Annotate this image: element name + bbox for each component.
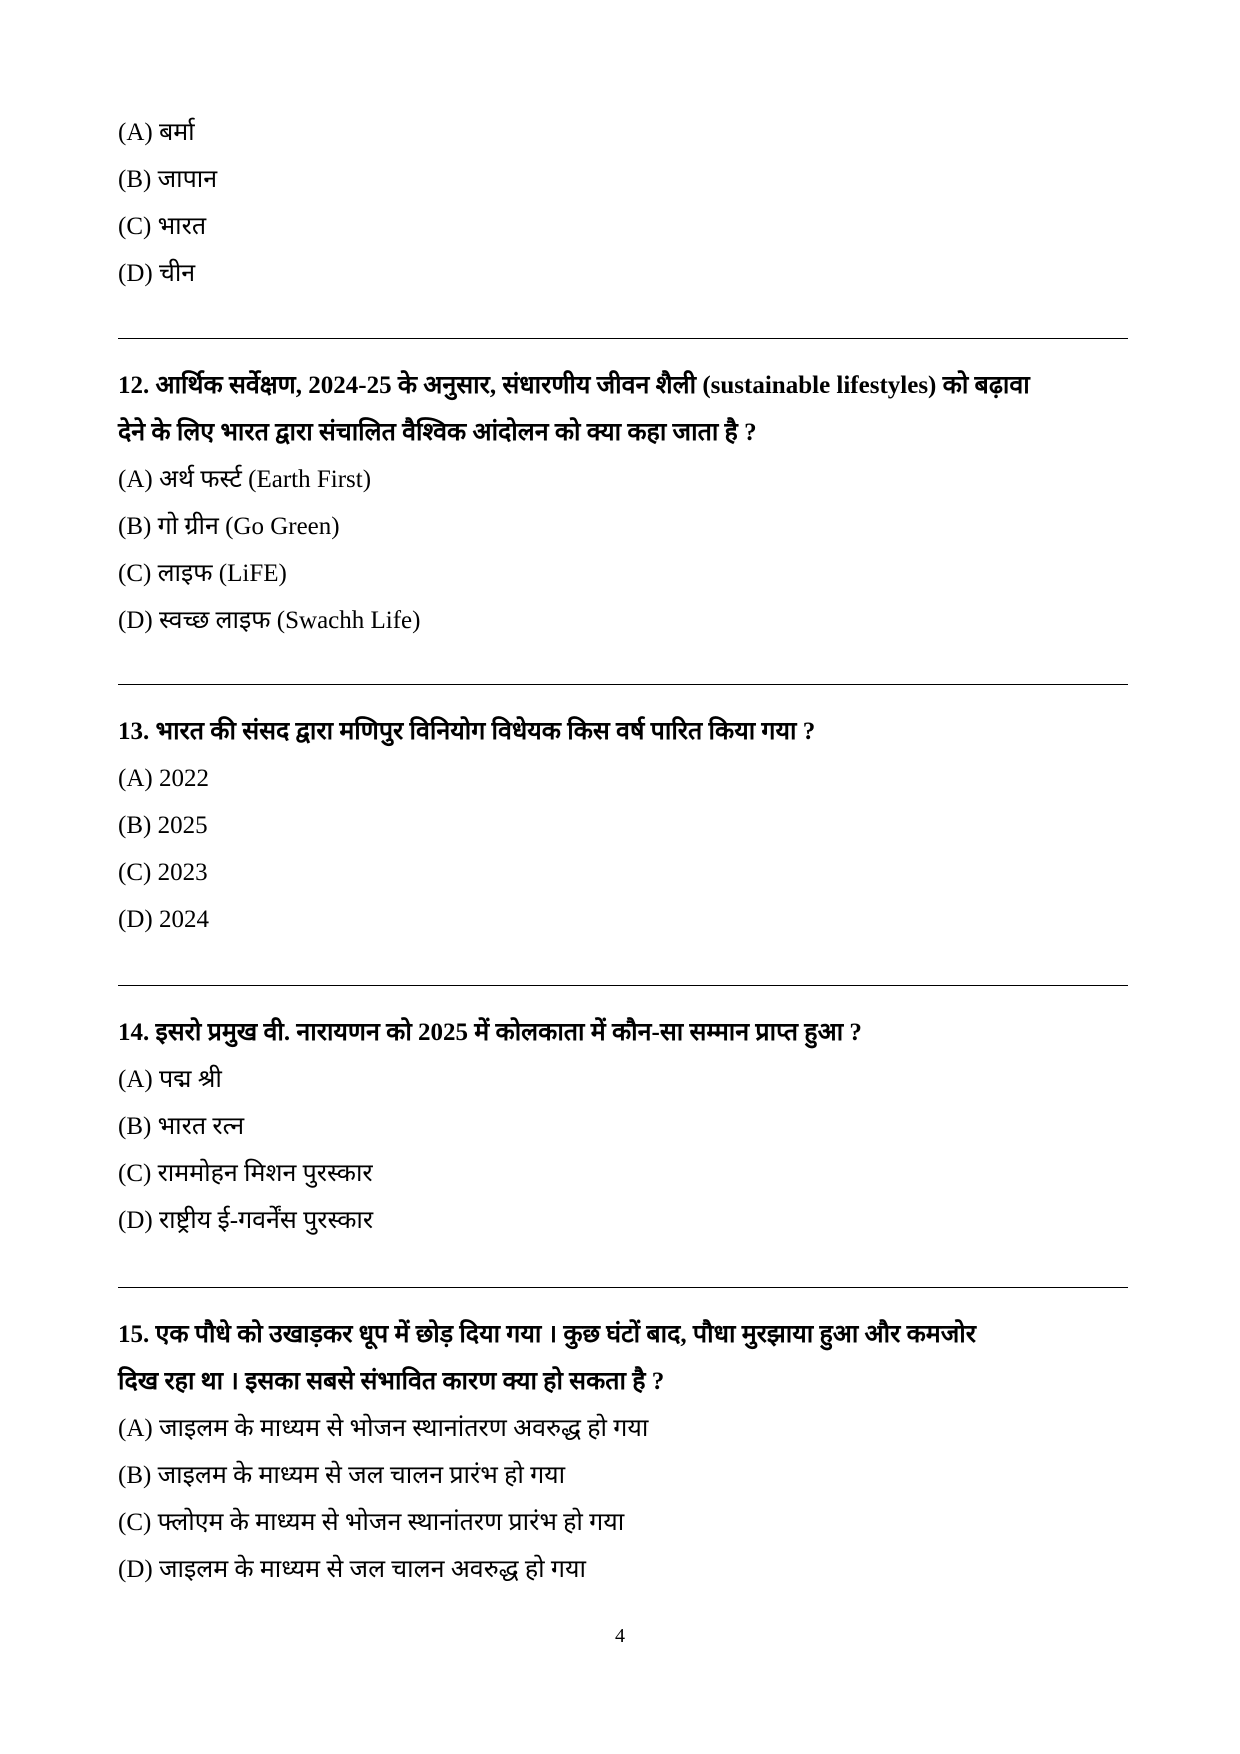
question-line-1: इसरो प्रमुख वी. नारायणन को 2025 में कोलकाता में कौन-सा सम्मान प्राप्त हुआ ?	[155, 1019, 862, 1046]
question-text	[118, 362, 1128, 409]
divider	[118, 684, 1128, 685]
option-b: (B) जाइलम के माध्यम से जल चालन प्रारंभ हो गया	[118, 1462, 566, 1489]
option-a: (A) पद्म श्री	[118, 1066, 222, 1093]
question-number: 13.	[118, 718, 150, 745]
page-number: 4	[615, 1625, 625, 1647]
option-a: (A) बर्मा	[118, 119, 195, 146]
continued-options	[118, 109, 1128, 297]
option-d: (D) जाइलम के माध्यम से जल चालन अवरुद्ध हो गया	[118, 1556, 586, 1583]
option-c: (C) 2023	[118, 859, 208, 886]
option-c: (C) लाइफ (LiFE)	[118, 560, 287, 587]
question-12	[118, 362, 1128, 644]
question-13	[118, 708, 1128, 943]
question-14	[118, 1009, 1128, 1244]
question-text	[118, 1311, 1128, 1358]
divider	[118, 338, 1128, 339]
option-d: (D) चीन	[118, 260, 196, 287]
option-d: (D) स्वच्छ लाइफ (Swachh Life)	[118, 607, 421, 634]
question-number: 12.	[118, 372, 150, 399]
option-c: (C) राममोहन मिशन पुरस्कार	[118, 1160, 373, 1187]
option-c: (C) फ्लोएम के माध्यम से भोजन स्थानांतरण प्रारंभ हो गया	[118, 1509, 625, 1536]
question-number: 14.	[118, 1019, 150, 1046]
question-15	[118, 1311, 1128, 1593]
question-line-1: आर्थिक सर्वेक्षण, 2024-25 के अनुसार, संधारणीय जीवन शैली (sustainable lifestyles) को बढ़ावा	[155, 372, 1030, 399]
option-b: (B) गो ग्रीन (Go Green)	[118, 513, 340, 540]
question-line-2: देने के लिए भारत द्वारा संचालित वैश्विक आंदोलन को क्या कहा जाता है ?	[118, 419, 757, 446]
option-b: (B) भारत रत्न	[118, 1113, 245, 1140]
divider	[118, 985, 1128, 986]
option-b: (B) जापान	[118, 166, 218, 193]
question-text	[118, 708, 1128, 755]
option-a: (A) 2022	[118, 765, 209, 792]
option-a: (A) अर्थ फर्स्ट (Earth First)	[118, 466, 372, 493]
question-number: 15.	[118, 1321, 150, 1348]
option-c: (C) भारत	[118, 213, 207, 240]
question-line-2: दिख रहा था । इसका सबसे संभावित कारण क्या हो सकता है ?	[118, 1368, 665, 1395]
option-b: (B) 2025	[118, 812, 208, 839]
question-text	[118, 1009, 1128, 1056]
divider	[118, 1287, 1128, 1288]
option-a: (A) जाइलम के माध्यम से भोजन स्थानांतरण अवरुद्ध हो गया	[118, 1415, 649, 1442]
option-d: (D) 2024	[118, 906, 209, 933]
question-line-1: एक पौधे को उखाड़कर धूप में छोड़ दिया गया । कुछ घंटों बाद, पौधा मुरझाया हुआ और कमजोर	[155, 1321, 977, 1348]
question-line-1: भारत की संसद द्वारा मणिपुर विनियोग विधेयक किस वर्ष पारित किया गया ?	[155, 718, 816, 745]
option-d: (D) राष्ट्रीय ई-गवर्नेंस पुरस्कार	[118, 1207, 374, 1234]
